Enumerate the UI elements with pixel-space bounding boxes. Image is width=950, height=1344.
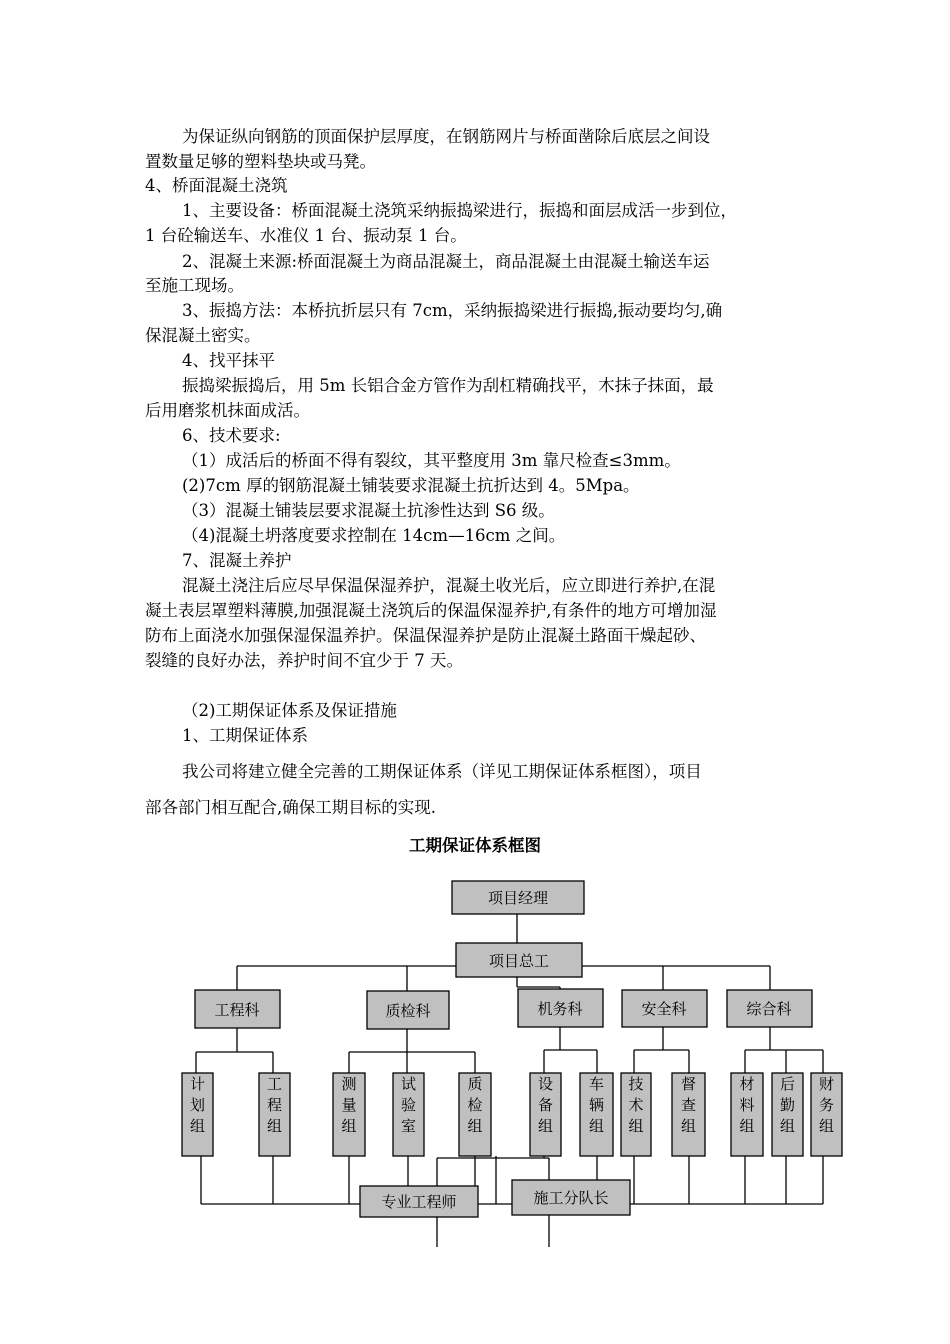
- box-group: [621, 1073, 651, 1156]
- paragraph-line: 7、混凝土养护: [182, 551, 292, 570]
- paragraph-line: （4)混凝土坍落度要求控制在 14cm—16cm 之间。: [182, 526, 566, 545]
- box-department: [727, 990, 812, 1027]
- box-label: 质检科: [385, 1002, 431, 1020]
- box-label: 项目经理: [487, 889, 549, 907]
- box-label: 财务组: [818, 1075, 835, 1135]
- box-group: [811, 1073, 842, 1156]
- box-group: [393, 1073, 424, 1156]
- box-group: [530, 1073, 561, 1156]
- paragraph-line: 后用磨浆机抹面成活。: [145, 401, 310, 420]
- paragraph-line: 裂缝的良好办法，养护时间不宜少于 7 天。: [145, 651, 463, 670]
- box-label: 项目总工: [488, 952, 550, 970]
- box-label: 专业工程师: [381, 1193, 457, 1211]
- section-heading: 4、桥面混凝土浇筑: [145, 176, 288, 195]
- box-label: 机务科: [537, 1000, 583, 1018]
- box-project-manager: [452, 881, 584, 914]
- paragraph-line: 1 台砼输送车、水准仪 1 台、振动泵 1 台。: [145, 226, 467, 245]
- paragraph-line: 振捣梁振捣后，用 5m 长铝合金方管作为刮杠精确找平，木抹子抹面，最: [182, 376, 714, 395]
- box-department: [622, 990, 707, 1027]
- paragraph-line: 1、主要设备：桥面混凝土浇筑采纳振捣梁进行，振捣和面层成活一步到位，: [182, 201, 737, 220]
- box-group: [772, 1073, 803, 1156]
- paragraph-line: （1）成活后的桥面不得有裂纹，其平整度用 3m 靠尺检查≤3mm。: [182, 451, 681, 470]
- box-department: [195, 990, 280, 1028]
- paragraph-line: 2、混凝土来源:桥面混凝土为商品混凝土，商品混凝土由混凝土输送车运: [182, 252, 710, 271]
- box-team-leader: [512, 1180, 630, 1215]
- box-group: [731, 1073, 763, 1156]
- box-department: [367, 991, 449, 1029]
- paragraph-line: 混凝土浇注后应尽早保温保湿养护，混凝土收光后，应立即进行养护,在混: [182, 576, 716, 595]
- paragraph-line: （3）混凝土铺装层要求混凝土抗渗性达到 S6 级。: [182, 501, 555, 520]
- box-group: [333, 1073, 365, 1156]
- paragraph-line: 为保证纵向钢筋的顶面保护层厚度，在钢筋网片与桥面凿除后底层之间设: [182, 127, 710, 146]
- paragraph-line: 我公司将建立健全完善的工期保证体系（详见工期保证体系框图），项目: [182, 762, 702, 781]
- box-group: [459, 1073, 491, 1156]
- box-group: [672, 1073, 705, 1156]
- box-label: 车辆组: [588, 1075, 605, 1135]
- box-label: 计划组: [189, 1075, 206, 1135]
- box-label: 设备组: [537, 1075, 554, 1135]
- paragraph-line: 部各部门相互配合,确保工期目标的实现.: [145, 798, 436, 817]
- box-chief-engineer: [456, 943, 582, 977]
- box-label: 施工分队长: [533, 1189, 609, 1207]
- paragraph-line: 保混凝土密实。: [145, 326, 261, 345]
- box-label: 综合科: [746, 1000, 792, 1018]
- box-label: 安全科: [641, 1000, 687, 1018]
- paragraph-line: （2)工期保证体系及保证措施: [182, 701, 397, 720]
- paragraph-line: 凝土表层罩塑料薄膜,加强混凝土浇筑后的保温保湿养护,有条件的地方可增加湿: [145, 601, 717, 620]
- paragraph-line: 至施工现场。: [145, 276, 244, 295]
- paragraph-line: 置数量足够的塑料垫块或马凳。: [145, 152, 376, 171]
- paragraph-line: 3、振捣方法：本桥抗折层只有 7cm，采纳振捣梁进行振捣,振动要均匀,确: [182, 301, 723, 320]
- box-label: 质检组: [467, 1075, 483, 1135]
- box-label: 材料组: [739, 1075, 755, 1135]
- box-group: [580, 1073, 613, 1156]
- box-group: [259, 1073, 290, 1156]
- box-department: [518, 989, 603, 1027]
- paragraph-line: 4、找平抹平: [182, 351, 275, 370]
- paragraph-line: 6、技术要求:: [182, 426, 281, 445]
- box-label: 测量组: [341, 1075, 357, 1135]
- box-label: 后勤组: [779, 1075, 796, 1135]
- box-group: [182, 1073, 213, 1156]
- paragraph-line: 防布上面浇水加强保湿保温养护。保温保湿养护是防止混凝土路面干燥起砂、: [145, 626, 706, 645]
- box-specialist-engineer: [360, 1186, 478, 1217]
- box-label: 试验室: [400, 1075, 417, 1135]
- box-label: 工程科: [214, 1001, 260, 1019]
- box-label: 工程组: [266, 1075, 283, 1135]
- box-label: 技术组: [628, 1075, 644, 1135]
- box-label: 督查组: [680, 1075, 697, 1135]
- chart-title: 工期保证体系框图: [409, 836, 541, 855]
- paragraph-line: (2)7cm 厚的钢筋混凝土铺装要求混凝土抗折达到 4。5Mpa。: [182, 476, 640, 495]
- paragraph-line: 1、工期保证体系: [182, 726, 308, 745]
